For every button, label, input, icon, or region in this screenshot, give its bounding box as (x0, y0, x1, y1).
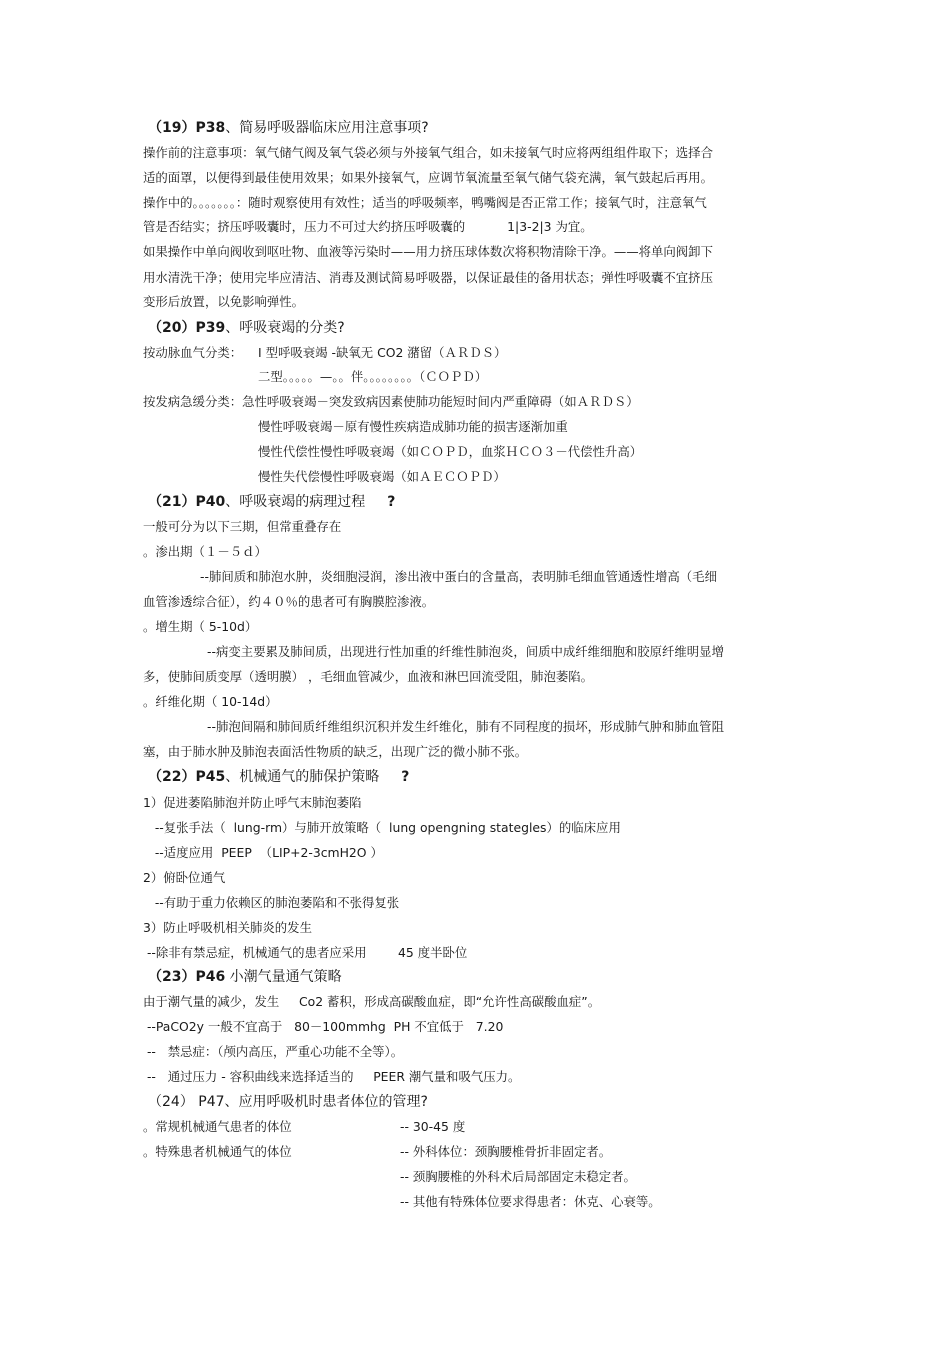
text-line: 血管渗透综合征），约４０％的患者可有胸膜腔渗液。 (143, 594, 435, 609)
text-line: 用水清洗干净；使用完毕应清洁、消毒及测试简易呼吸器，以保证最佳的备用状态；弹性呼吸囊不宜挤压 (143, 270, 713, 285)
heading-number: （22） (148, 769, 196, 785)
heading-q22 (148, 769, 409, 785)
text-line: -- 其他有特殊体位要求得患者：休克、心衰等。 (400, 1194, 661, 1209)
text-line: -- 颈胸腰椎的外科术后局部固定未稳定者。 (400, 1169, 636, 1184)
text-line: -- 30-45 度 (400, 1119, 466, 1134)
heading-text: 、呼吸衰竭的病理过程 (225, 494, 366, 510)
text-line: 一般可分为以下三期，但常重叠存在 (143, 519, 342, 534)
heading-code: P45 (195, 769, 226, 785)
text-span: 按动脉血气分类： (143, 345, 243, 360)
text-line: 变形后放置，以免影响弹性。 (143, 294, 305, 309)
text-line: 慢性代偿性慢性呼吸衰竭（如ＣＯＰＤ，血浆ＨＣＯ３－代偿性升高） (258, 444, 643, 459)
text-span: 管是否结实；挤压呼吸囊时，压力不可过大约挤压呼吸囊的 (143, 219, 466, 234)
text-line: --肺泡间隔和肺间质纤维组织沉积并发生纤维化，肺有不同程度的损坏，形成肺气肿和肺血管阻 (207, 719, 724, 734)
text-line (143, 345, 242, 361)
text-line: 塞，由于肺水肿及肺泡表面活性物质的缺乏，出现广泛的微小肺不张。 (143, 744, 528, 759)
text-line: 。常规机械通气患者的体位 (143, 1119, 292, 1134)
text-line: 3）防止呼吸机相关肺炎的发生 (143, 920, 312, 935)
text-line: 1）促进萎陷肺泡并防止呼气末肺泡萎陷 (143, 795, 362, 810)
text-line: 操作前的注意事项：氧气储气阀及氧气袋必须与外接氧气组合，如未接氧气时应将两组组件取下；选择合 (143, 145, 713, 160)
heading-number: （23） (148, 969, 196, 985)
text-line: -- 禁忌症：（颅内高压，严重心功能不全等）。 (143, 1044, 404, 1059)
text-line: --肺间质和肺泡水肿，炎细胞浸润，渗出液中蛋白的含量高，表明肺毛细血管通透性增高（毛细 (200, 569, 717, 584)
text-line: 适的面罩，以便得到最佳使用效果；如果外接氧气，应调节氧流量至氧气储气袋充满，氧气鼓起后再用。 (143, 170, 713, 185)
text-line: 2）俯卧位通气 (143, 870, 226, 885)
heading-code: P38 (195, 120, 226, 136)
text-line: 。增生期（ 5-10d） (143, 619, 258, 634)
text-line: 按发病急缓分类：急性呼吸衰竭－突发致病因素使肺功能短时间内严重障碍（如ＡＲＤＳ） (143, 394, 639, 409)
text-line: 。特殊患者机械通气的体位 (143, 1144, 292, 1159)
heading-q24: （24） P47、应用呼吸机时患者体位的管理? (148, 1094, 428, 1110)
text-line: --有助于重力依赖区的肺泡萎陷和不张得复张 (143, 895, 400, 910)
heading-q21 (148, 494, 395, 510)
heading-text: 、机械通气的肺保护策略 (225, 769, 380, 785)
text-line: I 型呼吸衰竭 -缺氧无 CO2 潴留（ＡＲＤＳ） (258, 345, 507, 360)
heading-tail: ? (401, 769, 410, 785)
text-line: --除非有禁忌症，机械通气的患者应采用 45 度半卧位 (143, 945, 468, 960)
text-line: --病变主要累及肺间质，出现进行性加重的纤维性肺泡炎，间质中成纤维细胞和胶原纤维明显增 (207, 644, 724, 659)
text-line: --PaCO2y 一般不宜高于 80－100mmhg PH 不宜低于 7.20 (143, 1019, 504, 1034)
text-line: 二型。。。。。—。。伴。。。。。。。。（ＣＯＰＤ） (258, 369, 488, 384)
text-line: 。渗出期（１－５ｄ） (143, 544, 267, 559)
heading-tail: ? (387, 494, 396, 510)
text-line: 由于潮气量的减少，发生 Co2 蓄积，形成高碳酸血症，即“允许性高碳酸血症”。 (143, 994, 601, 1009)
heading-q20 (148, 320, 345, 336)
heading-text: 、呼吸衰竭的分类? (225, 320, 345, 336)
heading-number: （20） (148, 320, 196, 336)
text-line: 如果操作中单向阀收到呕吐物、血液等污染时——用力挤压球体数次将积物清除干净。——将单向阀卸下 (143, 244, 713, 259)
heading-text: 小潮气量通气策略 (225, 969, 342, 985)
heading-number: （19） (148, 120, 196, 136)
heading-q19 (148, 120, 429, 136)
text-line: 慢性呼吸衰竭－原有慢性疾病造成肺功能的损害逐渐加重 (258, 419, 568, 434)
text-line: -- 通过压力 - 容积曲线来选择适当的 PEER 潮气量和吸气压力。 (143, 1069, 521, 1084)
text-line: 慢性失代偿慢性呼吸衰竭（如ＡＥＣＯＰＤ） (258, 469, 506, 484)
text-line (143, 219, 593, 235)
heading-number: （21） (148, 494, 196, 510)
heading-code: P40 (195, 494, 226, 510)
heading-text: 、简易呼吸器临床应用注意事项? (225, 120, 429, 136)
text-line: --复张手法（ lung-rm）与肺开放策略（ lung opengning stategles）的临床应用 (143, 820, 621, 835)
ratio-value: 1|3-2|3 为宜。 (507, 219, 593, 234)
heading-q23 (148, 969, 342, 985)
text-line: 多，使肺间质变厚（透明膜） ，毛细血管减少，血液和淋巴回流受阻，肺泡萎陷。 (143, 669, 594, 684)
text-line: -- 外科体位：颈胸腰椎骨折非固定者。 (400, 1144, 612, 1159)
heading-code: P46 (195, 969, 226, 985)
text-line: 操作中的。。。。。。。：随时观察使用有效性；适当的呼吸频率，鸭嘴阀是否正常工作；接氧气时，注意氧气 (143, 195, 707, 210)
heading-code: P39 (195, 320, 226, 336)
text-line: 。纤维化期（ 10-14d） (143, 694, 278, 709)
text-line: --适度应用 PEEP （LIP+2-3cmH2O ） (143, 845, 383, 860)
